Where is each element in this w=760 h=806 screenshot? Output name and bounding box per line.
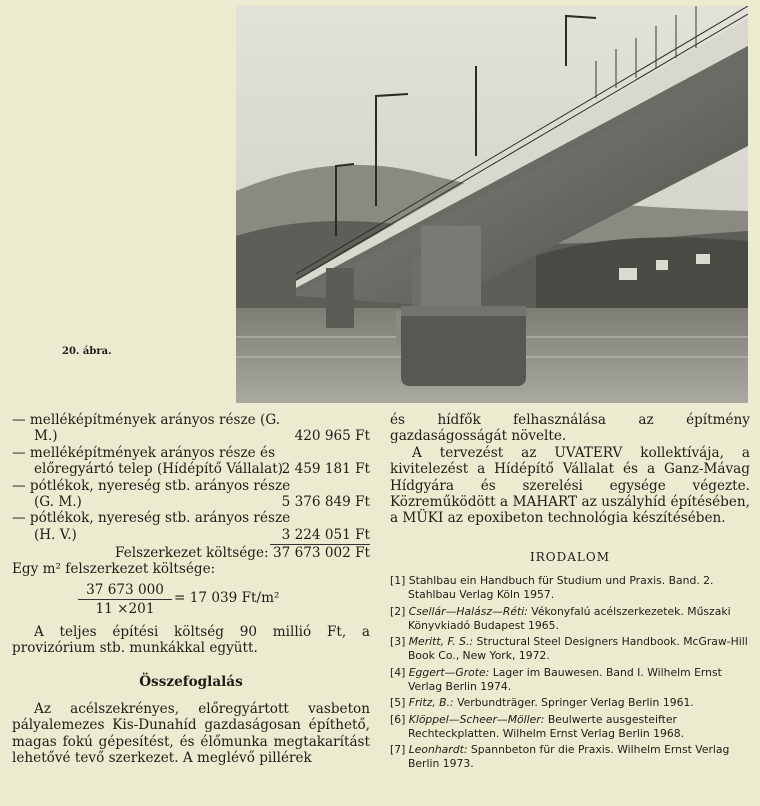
- fraction-numerator: 37 673 000: [78, 582, 172, 600]
- unit-cost-label: Egy m² felszerkezet költsége:: [12, 561, 216, 578]
- fraction-denominator: 11 ×201: [95, 601, 155, 618]
- cost-item-label: — melléképítmények arányos része és előregyártó telep (Hídépítő Vállalat): [12, 444, 283, 478]
- cost-item-label: — pótlékok, nyereség stb. arányos része (H. V.): [12, 510, 291, 543]
- reference-text: Structural Steel Designers Handbook. McGraw-Hill Book Co., New York, 1972.: [408, 635, 748, 663]
- reference-number: [4]: [390, 665, 406, 679]
- reference-text: Spannbeton für die Praxis. Wilhelm Ernst Verlag Berlin 1973.: [408, 743, 730, 771]
- credits-paragraph: A tervezést az UVATERV kollektívája, a kivitelezést a Hídépítő Vállalat és a Ganz-Mávag Hídgyára és szerelési egysége végezte. Közreműködött a MAHART az uszályhíd építésében, a MÜKI az epoxibeton technológia készítésében.: [390, 444, 750, 527]
- reference-item: [390, 605, 750, 633]
- reference-item: [390, 743, 750, 771]
- reference-number: [6]: [390, 712, 406, 726]
- reference-number: [7]: [390, 743, 406, 757]
- summary-paragraph: Az acélszekrényes, előregyártott vasbeton pályalemezes Kis-Dunahíd gazdaságosan építhető, magas fokú gépesítést, és élőmunka megtakarítást lehetővé tevő szerkezet. A meglévő pillérek: [12, 700, 370, 767]
- cost-item-amount: 420 965 Ft: [294, 428, 370, 445]
- summary-heading: Összefoglalás: [139, 674, 243, 691]
- cost-item: [12, 445, 370, 478]
- reference-text: Beulwerte ausgesteifter Rechteckplatten. Wilhelm Ernst Verlag Berlin 1968.: [408, 712, 685, 740]
- total-cost-paragraph: A teljes építési költség 90 millió Ft, a provizórium stb. munkákkal együtt.: [12, 623, 370, 657]
- reference-item: [390, 635, 750, 663]
- reference-item: [390, 713, 750, 741]
- reference-author: Eggert—Grote:: [408, 665, 490, 679]
- reference-author: Fritz, B.:: [408, 696, 454, 710]
- total-cost: [12, 544, 370, 561]
- right-column: [390, 412, 750, 774]
- cost-item-amount: 5 376 849 Ft: [281, 494, 370, 511]
- left-column: [12, 412, 370, 767]
- cost-item-amount: 2 459 181 Ft: [281, 461, 370, 478]
- cost-item-label: — melléképítmények arányos része (G. M.): [12, 412, 281, 445]
- reference-number: [5]: [390, 696, 406, 710]
- cost-item: [12, 478, 370, 511]
- reference-item: [390, 574, 750, 602]
- fraction-result: = 17 039 Ft/m²: [174, 589, 280, 606]
- bridge-photo: [236, 6, 748, 403]
- reference-author: Meritt, F. S.:: [408, 635, 474, 649]
- total-cost-text: Felszerkezet költsége: 37 673 002 Ft: [115, 545, 370, 562]
- reference-text: Lager im Bauwesen. Band I. Wilhelm Ernst Verlag Berlin 1974.: [408, 665, 722, 693]
- reference-item: [390, 666, 750, 694]
- unit-cost-formula: [12, 580, 370, 618]
- reference-number: [3]: [390, 635, 406, 649]
- reference-author: Leonhardt:: [408, 743, 468, 757]
- reference-text: Vékonyfalú acélszerkezetek. Műszaki Könyvkiadó Budapest 1965.: [408, 604, 731, 632]
- cost-item-amount: 3 224 051 Ft: [281, 526, 370, 543]
- references-heading: IRODALOM: [530, 549, 610, 564]
- reference-text: Stahlbau ein Handbuch für Studium und Praxis. Band. 2. Stahlbau Verlag Köln 1957.: [408, 574, 714, 602]
- references-list: [390, 574, 750, 771]
- reference-item: [390, 696, 750, 710]
- reference-author: Klöppel—Scheer—Möller:: [408, 712, 545, 726]
- cost-item: [12, 412, 370, 445]
- cost-item-label: — pótlékok, nyereség stb. arányos része (G. M.): [12, 477, 291, 511]
- fraction: [78, 582, 172, 618]
- reference-text: Verbundträger. Springer Verlag Berlin 1961.: [457, 696, 694, 710]
- cost-item: [12, 510, 370, 543]
- reference-number: [1]: [390, 574, 406, 588]
- figure-caption: 20. ábra.: [62, 346, 112, 357]
- continuation-paragraph: és hídfők felhasználása az építmény gazdaságosságát növelte.: [390, 412, 750, 445]
- reference-author: Csellár—Halász—Réti:: [408, 604, 528, 618]
- reference-number: [2]: [390, 604, 406, 618]
